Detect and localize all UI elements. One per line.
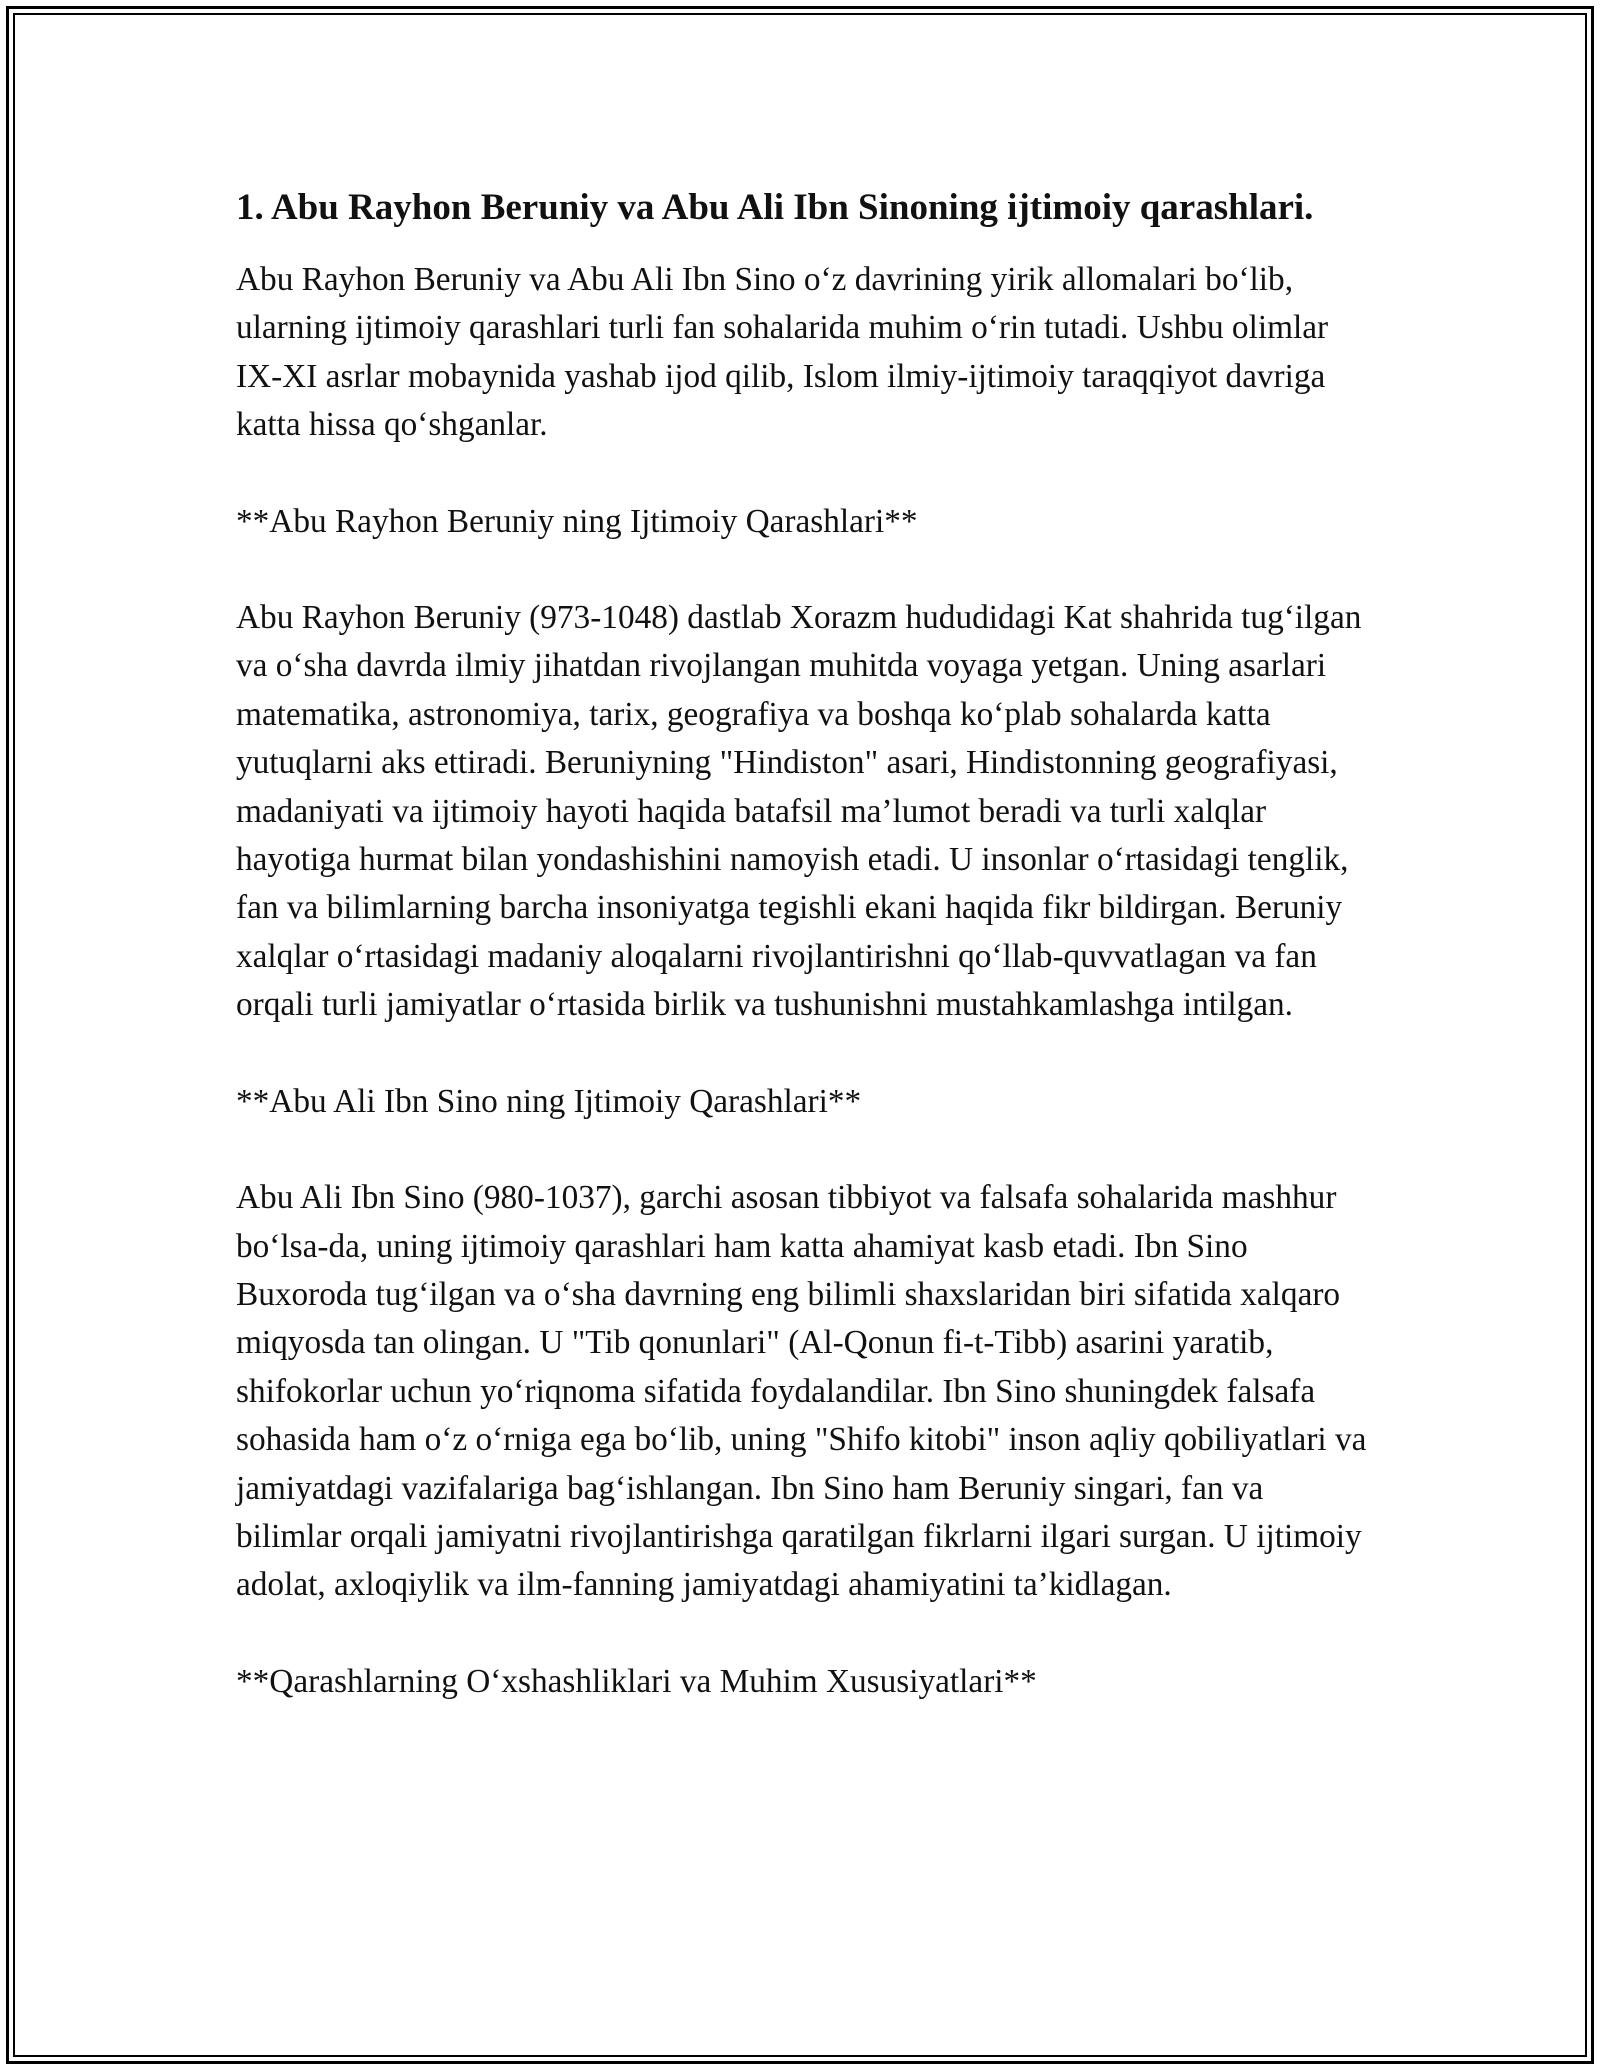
ibn-sino-paragraph: Abu Ali Ibn Sino (980-1037), garchi asosan tibbiyot va falsafa sohalarida mashhur bo‘lsa-da, uning ijtimoiy qarashlari ham katta ahamiyat kasb etadi. Ibn Sino Buxoroda tug‘ilgan va o‘sha davrning eng bilimli shaxslaridan biri sifatida xalqaro miqyosda tan olingan. U "Tib qonunlari" (Al-Qonun fi-t-Tibb) asarini yaratib, shifokorlar uchun yo‘riqnoma sifatida foydalandilar. Ibn Sino shuningdek falsafa sohasida ham o‘z o‘rniga ega bo‘lib, uning "Shifo kitobi" inson aqliy qobiliyatlari va jamiyatdagi vazifalariga bag‘ishlangan. Ibn Sino ham Beruniy singari, fan va bilimlar orqali jamiyatni rivojlantirishga qaratilgan fikrlarni ilgari surgan. U ijtimoiy adolat, axloqiylik va ilm-fanning jamiyatdagi ahamiyatini ta’kidlagan.: [236, 1179, 1367, 1604]
document-body: [236, 182, 1376, 1754]
section-heading-similarities: **Qarashlarning O‘xshashliklari va Muhim Xususiyatlari**: [236, 1662, 1037, 1700]
document-heading: 1. Abu Rayhon Beruniy va Abu Ali Ibn Sinoning ijtimoiy qarashlari.: [236, 187, 1314, 228]
beruniy-paragraph: Abu Rayhon Beruniy (973-1048) dastlab Xorazm hududidagi Kat shahrida tug‘ilgan va o‘sha davrda ilmiy jihatdan rivojlangan muhitda voyaga yetgan. Uning asarlari matematika, astronomiya, tarix, geografiya va boshqa ko‘plab sohalarda katta yutuqlarni aks ettiradi. Beruniyning "Hindiston" asari, Hindistonning geografiyasi, madaniyati va ijtimoiy hayoti haqida batafsil ma’lumot beradi va turli xalqlar hayotiga hurmat bilan yondashishini namoyish etadi. U insonlar o‘rtasidagi tenglik, fan va bilimlarning barcha insoniyatga tegishli ekani haqida fikr bildirgan. Beruniy xalqlar o‘rtasidagi madaniy aloqalarni rivojlantirishni qo‘llab-quvvatlagan va fan orqali turli jamiyatlar o‘rtasida birlik va tushunishni mustahkamlashga intilgan.: [236, 599, 1362, 1024]
section-heading-beruniy: **Abu Rayhon Beruniy ning Ijtimoiy Qarashlari**: [236, 502, 918, 540]
section-heading-ibn-sino: **Abu Ali Ibn Sino ning Ijtimoiy Qarashlari**: [236, 1082, 862, 1120]
intro-paragraph: Abu Rayhon Beruniy va Abu Ali Ibn Sino o‘z davrining yirik allomalari bo‘lib, ularning ijtimoiy qarashlari turli fan sohalarida muhim o‘rin tutadi. Ushbu olimlar IX-XI asrlar mobaynida yashab ijod qilib, Islom ilmiy-ijtimoiy taraqqiyot davriga katta hissa qo‘shganlar.: [236, 261, 1329, 444]
